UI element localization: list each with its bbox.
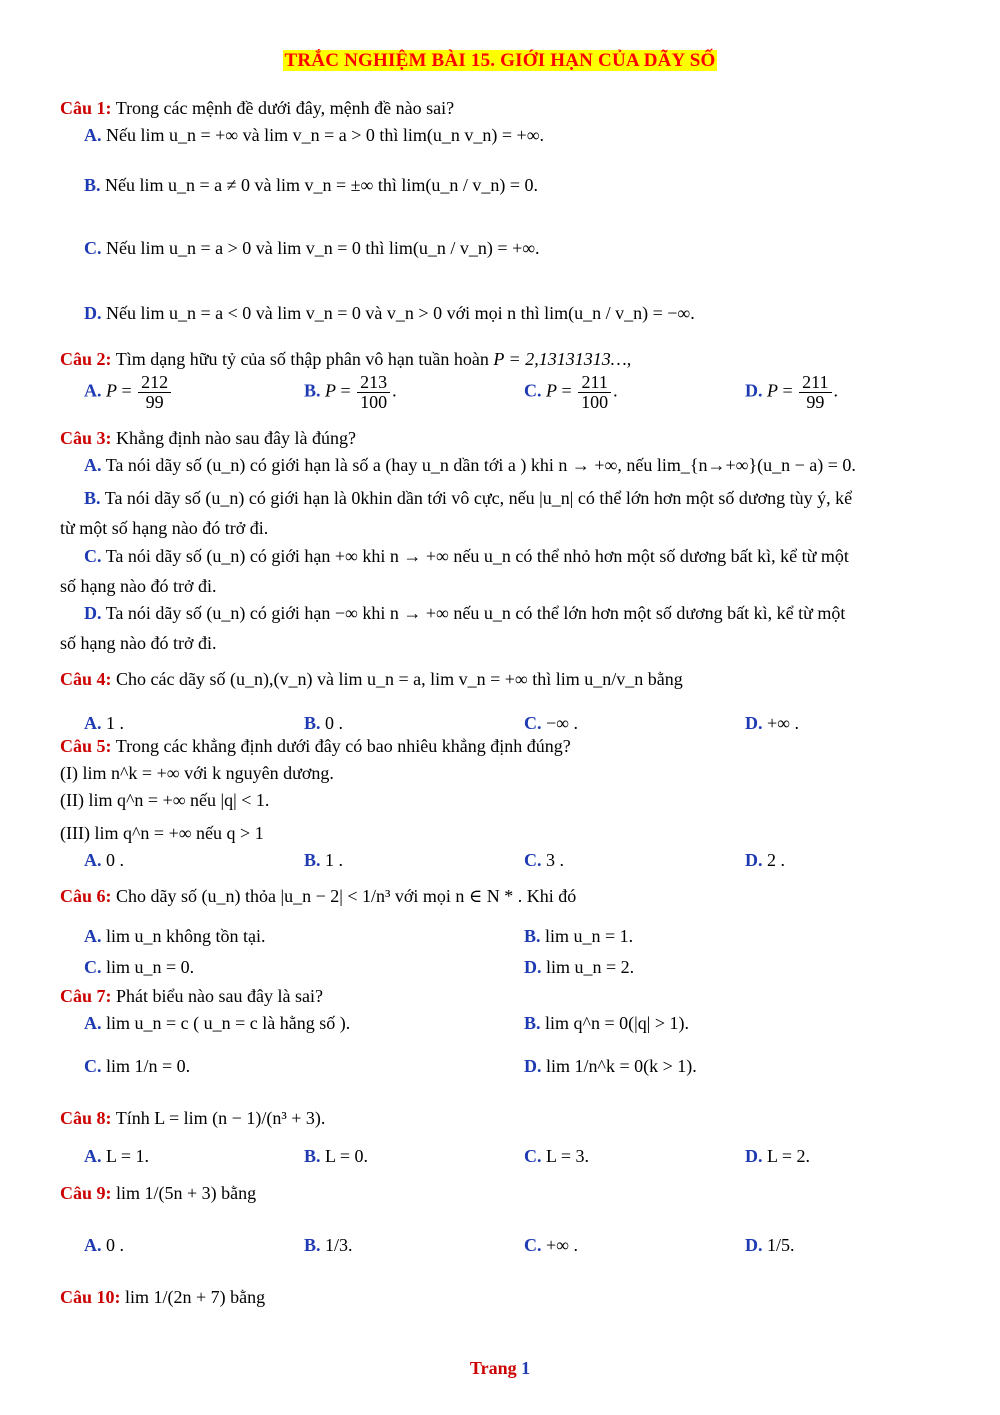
option-label: D. [524, 957, 542, 977]
option-text: Nếu lim u_n = a < 0 và lim v_n = 0 và v_n > 0 với mọi n thì lim(u_n / v_n) = −∞. [106, 303, 695, 323]
question-label: Câu 9: [60, 1183, 112, 1203]
question-8 [60, 1108, 1000, 1129]
q8-option-c [524, 1146, 589, 1167]
option-text: L = 2. [767, 1146, 810, 1166]
option-text: +∞ . [767, 713, 799, 733]
q5-statement-2: (II) lim q^n = +∞ nếu |q| < 1. [60, 790, 270, 810]
question-label: Câu 7: [60, 986, 112, 1006]
question-6 [60, 886, 1000, 907]
q1-option-b [84, 175, 1000, 196]
option-text: lim u_n không tồn tại. [106, 926, 266, 946]
question-label: Câu 3: [60, 428, 112, 448]
q7-option-c [84, 1056, 190, 1077]
question-text: Tính L = lim (n − 1)/(n³ + 3). [115, 1108, 326, 1128]
q6-option-d [524, 957, 634, 978]
question-text: Trong các mệnh đề dưới đây, mệnh đề nào sai? [115, 98, 455, 118]
fraction-denominator: 100 [578, 392, 611, 412]
fraction-denominator: 99 [799, 392, 831, 412]
q5-option-b [304, 850, 343, 871]
option-label: C. [84, 238, 102, 258]
footer-label: Trang [469, 1358, 517, 1378]
option-label: D. [745, 1146, 763, 1166]
q9-option-a [84, 1235, 124, 1256]
option-text: −∞ . [546, 713, 578, 733]
question-4 [60, 669, 1000, 690]
option-label: D. [745, 713, 763, 733]
question-3 [60, 428, 1000, 449]
option-label: B. [304, 1146, 321, 1166]
q5-option-a [84, 850, 124, 871]
q5-statement-3: (III) lim q^n = +∞ nếu q > 1 [60, 823, 264, 843]
question-text: Phát biểu nào sau đây là sai? [116, 986, 323, 1006]
option-text: 1/5. [767, 1235, 795, 1255]
q6-option-b [524, 926, 633, 947]
option-label: C. [524, 1146, 542, 1166]
question-label: Câu 6: [60, 886, 112, 906]
question-text: Trong các khẳng định dưới đây có bao nhiêu khẳng định đúng? [115, 736, 571, 756]
question-label: Câu 5: [60, 736, 112, 756]
q9-option-d [745, 1235, 795, 1256]
question-text: Tìm dạng hữu tỷ của số thập phân vô hạn tuần hoàn [115, 349, 489, 369]
option-text: Ta nói dãy số (u_n) có giới hạn là 0khin dần tới vô cực, nếu |u_n| có thể lớn hơn một số dương tùy ý, kể [104, 488, 853, 508]
option-label: C. [84, 957, 102, 977]
option-text: L = 1. [106, 1146, 149, 1166]
option-label: B. [524, 1013, 541, 1033]
question-text: Cho các dãy số (u_n),(v_n) và lim u_n = a, lim v_n = +∞ thì lim u_n/v_n bằng [116, 669, 683, 689]
option-label: C. [84, 546, 102, 566]
option-label: A. [84, 926, 102, 946]
option-text: lim u_n = 1. [545, 926, 634, 946]
q3-option-c-continued: số hạng nào đó trở đi. [60, 576, 217, 596]
fraction-numerator: 211 [802, 372, 829, 392]
question-label: Câu 2: [60, 349, 112, 369]
fraction-numerator: 212 [141, 372, 169, 392]
fraction-denominator: 100 [357, 392, 390, 412]
option-text: lim u_n = 2. [546, 957, 635, 977]
q3-option-b-continued: từ một số hạng nào đó trở đi. [60, 518, 269, 538]
option-text: Ta nói dãy số (u_n) có giới hạn là số a (hay u_n dần tới a ) khi n → +∞, nếu lim_{n→+∞}(u_n − a) = 0. [105, 455, 856, 475]
question-label: Câu 8: [60, 1108, 112, 1128]
q2-option-a: A. P = $\frac{212}{99}$ [84, 373, 173, 412]
option-text: L = 0. [325, 1146, 368, 1166]
option-label: C. [84, 1056, 102, 1076]
q7-option-b [524, 1013, 689, 1034]
option-text: 0 . [106, 1235, 124, 1255]
question-label: Câu 4: [60, 669, 112, 689]
option-text: 3 . [546, 850, 564, 870]
option-text: 0 . [325, 713, 344, 733]
option-label: C. [524, 850, 542, 870]
option-label: A. [84, 850, 102, 870]
question-value: P = 2,13131313…, [493, 349, 632, 369]
q2-option-d: D. P = $\frac{211}{99}$ . [745, 372, 838, 412]
option-text: Nếu lim u_n = a ≠ 0 và lim v_n = ±∞ thì lim(u_n / v_n) = 0. [105, 175, 539, 195]
page-number: 1 [521, 1358, 531, 1378]
q3-option-a [84, 455, 1000, 476]
q3-option-c [84, 546, 1000, 567]
question-text: lim 1/(2n + 7) bằng [125, 1287, 266, 1307]
q7-option-d [524, 1056, 697, 1077]
option-label: A. [84, 713, 102, 733]
question-10 [60, 1287, 1000, 1308]
option-label: C. [524, 1235, 542, 1255]
option-text: lim 1/n^k = 0(k > 1). [546, 1056, 697, 1076]
option-label: A. [84, 1013, 102, 1033]
q3-option-b [84, 488, 1000, 509]
q4-option-a [84, 713, 124, 734]
page-footer [0, 1358, 1000, 1379]
option-label: C. [524, 713, 542, 733]
question-5 [60, 736, 1000, 757]
option-text: Ta nói dãy số (u_n) có giới hạn +∞ khi n → +∞ nếu u_n có thể nhỏ hơn một số dương bất kì, kể từ một [105, 546, 849, 566]
option-label: A. [84, 125, 102, 145]
option-label: B. [304, 713, 321, 733]
option-label: D. [84, 603, 102, 623]
option-label: A. [84, 380, 102, 401]
q9-option-b [304, 1235, 353, 1256]
option-label: D. [524, 1056, 542, 1076]
option-text: Nếu lim u_n = a > 0 và lim v_n = 0 thì lim(u_n / v_n) = +∞. [106, 238, 540, 258]
question-label: Câu 10: [60, 1287, 121, 1307]
fraction-denominator: 99 [138, 392, 171, 412]
option-label: B. [304, 1235, 321, 1255]
question-1 [60, 98, 1000, 119]
q6-option-c [84, 957, 194, 978]
option-text: 1/3. [325, 1235, 353, 1255]
question-2 [60, 349, 1000, 370]
option-label: D. [745, 380, 763, 401]
q8-option-d [745, 1146, 810, 1167]
q5-option-c [524, 850, 564, 871]
option-text: lim u_n = 0. [106, 957, 195, 977]
q6-option-a [84, 926, 266, 947]
question-7 [60, 986, 1000, 1007]
option-label: B. [304, 380, 321, 401]
option-label: A. [84, 1235, 102, 1255]
q1-option-a [84, 125, 1000, 146]
q4-option-d [745, 713, 799, 734]
q3-option-d-continued: số hạng nào đó trở đi. [60, 633, 217, 653]
option-label: D. [745, 1235, 763, 1255]
option-text: lim 1/n = 0. [106, 1056, 191, 1076]
question-text: Khẳng định nào sau đây là đúng? [116, 428, 356, 448]
q5-option-d [745, 850, 785, 871]
option-text: +∞ . [546, 1235, 578, 1255]
option-label: B. [524, 926, 541, 946]
option-text: L = 3. [546, 1146, 589, 1166]
page-title: TRẮC NGHIỆM BÀI 15. GIỚI HẠN CỦA DÃY SỐ [284, 50, 716, 71]
option-label: D. [84, 303, 102, 323]
option-label: B. [304, 850, 321, 870]
q7-option-a [84, 1013, 350, 1034]
q8-option-b [304, 1146, 368, 1167]
q9-option-c [524, 1235, 578, 1256]
q4-option-c [524, 713, 578, 734]
option-label: A. [84, 1146, 102, 1166]
q1-option-c [84, 238, 1000, 259]
option-text: Nếu lim u_n = +∞ và lim v_n = a > 0 thì lim(u_n v_n) = +∞. [106, 125, 545, 145]
question-label: Câu 1: [60, 98, 112, 118]
q8-option-a [84, 1146, 149, 1167]
option-text: lim u_n = c ( u_n = c là hằng số ). [106, 1013, 351, 1033]
q3-option-d [84, 603, 1000, 624]
option-label: B. [84, 175, 101, 195]
option-text: Ta nói dãy số (u_n) có giới hạn −∞ khi n → +∞ nếu u_n có thể lớn hơn một số dương bất kì, kể từ một [105, 603, 846, 623]
option-text: 1 . [106, 713, 124, 733]
fraction-numerator: 213 [360, 372, 388, 392]
q2-option-b: B. P = $\frac{213}{100}$ . [304, 372, 397, 412]
question-text: lim 1/(5n + 3) bằng [116, 1183, 257, 1203]
option-label: C. [524, 380, 542, 401]
q2-option-c: C. P = $\frac{211}{100}$ . [524, 372, 618, 412]
q1-option-d [84, 303, 1000, 324]
q5-statement-1: (I) lim n^k = +∞ với k nguyên dương. [60, 763, 334, 783]
question-text: Cho dãy số (u_n) thỏa |u_n − 2| < 1/n³ với mọi n ∈ N * . Khi đó [116, 886, 577, 906]
question-9 [60, 1183, 1000, 1204]
option-label: B. [84, 488, 101, 508]
option-text: 1 . [325, 850, 344, 870]
option-label: D. [745, 850, 763, 870]
option-text: lim q^n = 0(|q| > 1). [545, 1013, 689, 1033]
fraction-numerator: 211 [581, 372, 608, 392]
option-text: 2 . [767, 850, 785, 870]
option-label: A. [84, 455, 102, 475]
q4-option-b [304, 713, 343, 734]
option-text: 0 . [106, 850, 124, 870]
